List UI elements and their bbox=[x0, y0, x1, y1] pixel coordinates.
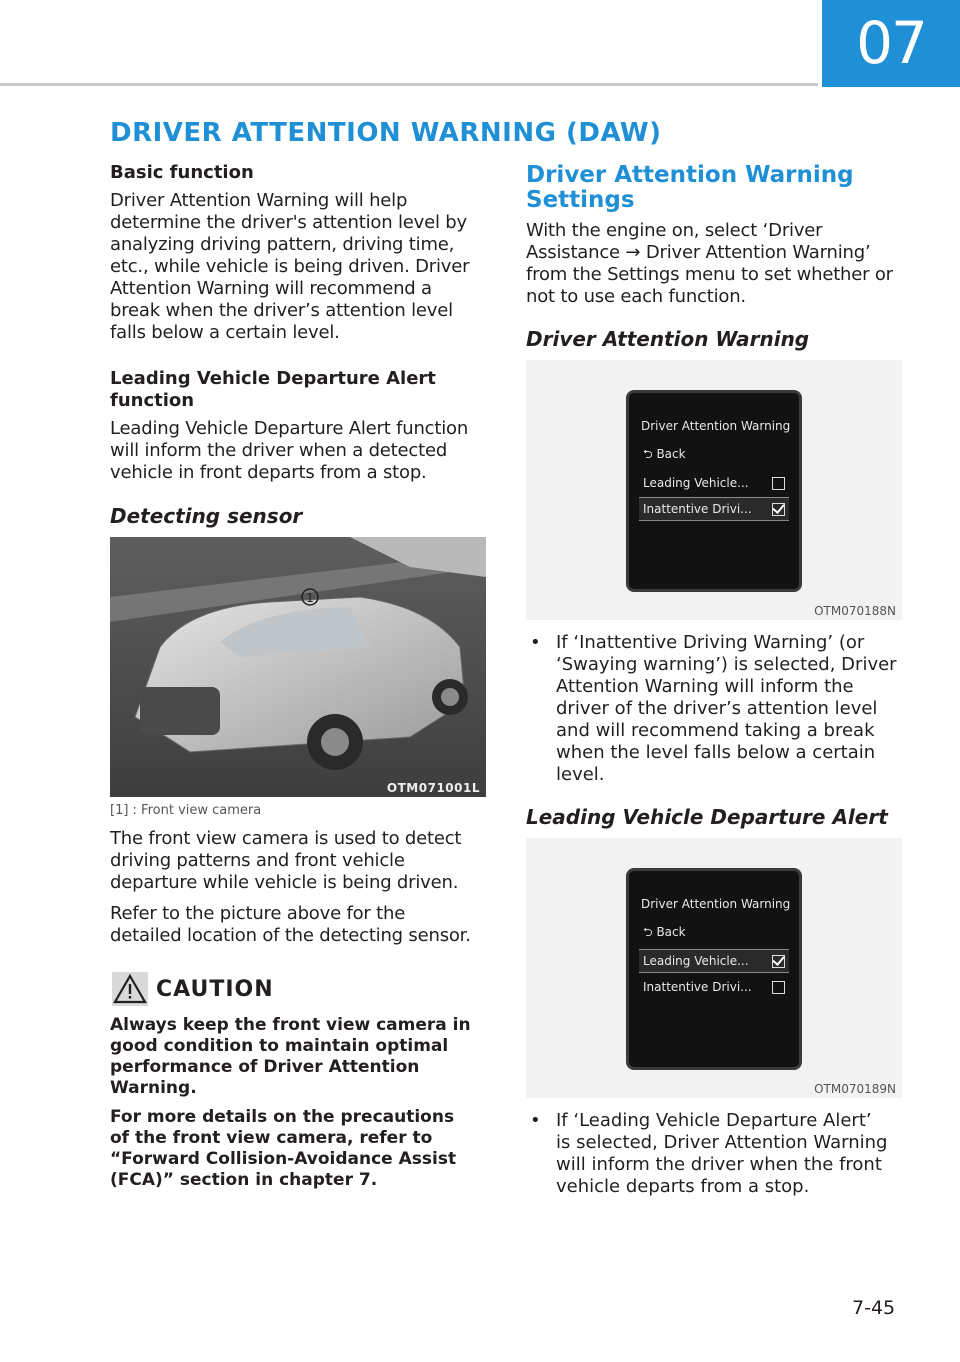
text-line: Attention Warning will recommend a bbox=[110, 278, 432, 299]
text-line: driving patterns and front vehicle bbox=[110, 850, 405, 871]
caution-line: “Forward Collision-Avoidance Assist bbox=[110, 1149, 457, 1169]
back-label: Back bbox=[656, 924, 686, 939]
lvda-heading-line: Leading Vehicle Departure Alert bbox=[110, 368, 436, 389]
bullet-glyph: • bbox=[530, 632, 541, 653]
text-line: Refer to the picture above for the bbox=[110, 903, 406, 924]
leading-vehicle-label: Leading Vehicle... bbox=[643, 476, 749, 490]
text-line: vehicle in front departs from a stop. bbox=[110, 462, 427, 483]
section-title: DRIVER ATTENTION WARNING (DAW) bbox=[110, 118, 662, 148]
lvda-settings-figure bbox=[526, 838, 902, 1098]
basic-function-text bbox=[110, 190, 486, 344]
checkbox-checked-icon[interactable] bbox=[772, 955, 785, 968]
text-line: break when the driver’s attention level bbox=[110, 300, 453, 321]
text-line: departure while vehicle is being driven. bbox=[110, 872, 459, 893]
text-line: from the Settings menu to set whether or bbox=[526, 264, 893, 285]
caution-header bbox=[112, 972, 274, 1006]
checkbox-off-icon[interactable] bbox=[772, 981, 785, 994]
text-line: analyzing driving pattern, driving time, bbox=[110, 234, 455, 255]
camera-text bbox=[110, 828, 486, 894]
text-line: Leading Vehicle Departure Alert function bbox=[110, 418, 469, 439]
caution-body bbox=[110, 1015, 486, 1191]
text-line: determine the driver's attention level by bbox=[110, 212, 467, 233]
text-line: Driver Attention Warning will help bbox=[110, 190, 408, 211]
figure-code: OTM071001L bbox=[386, 781, 480, 795]
back-row[interactable] bbox=[639, 443, 789, 467]
back-label: Back bbox=[656, 446, 686, 461]
lvda-heading: Leading Vehicle Departure Alert bbox=[526, 805, 888, 829]
figure-marker-1: 1 bbox=[306, 591, 314, 605]
settings-heading-line: Driver Attention Warning bbox=[526, 162, 854, 188]
back-row[interactable] bbox=[639, 921, 789, 945]
leading-vehicle-row[interactable] bbox=[639, 471, 789, 495]
back-label-wrap bbox=[643, 923, 686, 944]
figure-code: OTM070188N bbox=[814, 604, 896, 618]
caution-title: CAUTION bbox=[156, 976, 274, 1002]
warning-triangle-icon bbox=[112, 972, 148, 1006]
back-label-wrap bbox=[643, 445, 686, 466]
text-line: vehicle departs from a stop. bbox=[556, 1176, 810, 1197]
figure-code: OTM070189N bbox=[814, 1082, 896, 1096]
caution-line: Warning. bbox=[110, 1078, 197, 1098]
text-line: If ‘Leading Vehicle Departure Alert’ bbox=[556, 1110, 872, 1131]
settings-screen bbox=[626, 390, 802, 592]
text-line: will inform the driver when the front bbox=[556, 1154, 882, 1175]
caution-line: For more details on the precautions bbox=[110, 1107, 455, 1127]
checkbox-off-icon[interactable] bbox=[772, 477, 785, 490]
bullet-lvda bbox=[526, 1110, 902, 1198]
figure-caption: [1] : Front view camera bbox=[110, 803, 262, 818]
screen-title: Driver Attention Warning bbox=[641, 897, 791, 911]
bullet-glyph: • bbox=[530, 1110, 541, 1131]
basic-function-heading: Basic function bbox=[110, 162, 254, 183]
caution-line: good condition to maintain optimal bbox=[110, 1036, 449, 1056]
text-line: will inform the driver when a detected bbox=[110, 440, 448, 461]
caution-line: performance of Driver Attention bbox=[110, 1057, 420, 1077]
caution-line: Always keep the front view camera in bbox=[110, 1015, 471, 1035]
text-line: and will recommend taking a break bbox=[556, 720, 875, 741]
text-line: level. bbox=[556, 764, 605, 785]
settings-text bbox=[526, 220, 902, 308]
text-line: With the engine on, select ‘Driver bbox=[526, 220, 823, 241]
inattentive-driving-label: Inattentive Drivi... bbox=[643, 502, 752, 516]
detecting-sensor-heading: Detecting sensor bbox=[110, 504, 303, 528]
settings-heading-line: Settings bbox=[526, 187, 635, 213]
lvda-function-block bbox=[110, 368, 486, 484]
screen-title: Driver Attention Warning bbox=[641, 419, 791, 433]
inattentive-driving-row[interactable] bbox=[639, 497, 789, 521]
header-rule bbox=[0, 83, 818, 86]
basic-function-block bbox=[110, 162, 486, 344]
back-arrow-icon: ⮌ bbox=[643, 924, 657, 939]
leading-vehicle-label: Leading Vehicle... bbox=[643, 954, 749, 968]
text-line: when the level falls below a certain bbox=[556, 742, 876, 763]
caution-line: of the front view camera, refer to bbox=[110, 1128, 433, 1148]
text-line: Assistance → Driver Attention Warning’ bbox=[526, 242, 871, 263]
inattentive-driving-row[interactable] bbox=[639, 975, 789, 999]
text-line: falls below a certain level. bbox=[110, 322, 340, 343]
leading-vehicle-row[interactable] bbox=[639, 949, 789, 973]
lvda-heading-line: function bbox=[110, 390, 195, 411]
settings-screen bbox=[626, 868, 802, 1070]
text-line: The front view camera is used to detect bbox=[110, 828, 462, 849]
text-line: is selected, Driver Attention Warning bbox=[556, 1132, 888, 1153]
daw-settings-figure bbox=[526, 360, 902, 620]
inattentive-driving-label: Inattentive Drivi... bbox=[643, 980, 752, 994]
back-arrow-icon: ⮌ bbox=[643, 446, 657, 461]
vehicle-illustration bbox=[110, 537, 486, 797]
refer-text bbox=[110, 903, 486, 947]
text-line: driver of the driver’s attention level bbox=[556, 698, 878, 719]
caution-line: (FCA)” section in chapter 7. bbox=[110, 1170, 378, 1190]
bullet-inattentive bbox=[526, 632, 902, 786]
text-line: Attention Warning will inform the bbox=[556, 676, 854, 697]
text-line: ‘Swaying warning’) is selected, Driver bbox=[556, 654, 897, 675]
text-line: not to use each function. bbox=[526, 286, 746, 307]
daw-heading: Driver Attention Warning bbox=[526, 327, 810, 351]
settings-heading bbox=[526, 163, 902, 213]
text-line: detailed location of the detecting sensor. bbox=[110, 925, 471, 946]
checkbox-checked-icon[interactable] bbox=[772, 503, 785, 516]
text-line: etc., while vehicle is being driven. Driver bbox=[110, 256, 470, 277]
chapter-tab: 07 bbox=[822, 0, 960, 87]
text-line: If ‘Inattentive Driving Warning’ (or bbox=[556, 632, 865, 653]
vehicle-sensor-figure bbox=[110, 537, 486, 797]
page-number: 7-45 bbox=[852, 1297, 896, 1319]
